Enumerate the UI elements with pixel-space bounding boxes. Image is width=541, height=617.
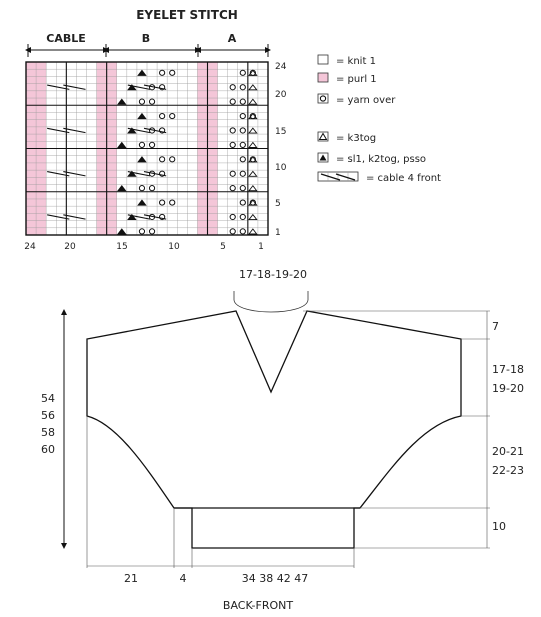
length-labels (41, 392, 55, 456)
upper-side-label: 17-18 (492, 363, 524, 376)
legend-item-cable (318, 172, 441, 184)
schematic-caption: BACK-FRONT (222, 599, 294, 612)
length-label: 54 (41, 392, 55, 405)
legend-item-yarn-over (318, 94, 396, 106)
yarn-over-icon (318, 94, 328, 103)
rib-offset-label: 4 (179, 572, 187, 585)
column-number: 24 (24, 242, 36, 252)
width-labels (124, 572, 308, 585)
legend (318, 55, 441, 184)
legend-text: = yarn over (336, 95, 396, 106)
garment-outline (87, 311, 461, 548)
measure-guides (87, 311, 490, 568)
column-number: 15 (116, 242, 128, 252)
column-number: 20 (64, 242, 76, 252)
row-numbers (275, 62, 287, 238)
row-number: 1 (275, 228, 281, 238)
section-brackets (28, 44, 268, 57)
cable-icon (318, 172, 358, 181)
lower-side-label: 20-21 (492, 445, 524, 458)
legend-item-purl (318, 73, 377, 85)
row-number: 5 (275, 199, 281, 209)
column-numbers (24, 242, 264, 252)
stitch-grid (26, 62, 268, 235)
length-label: 60 (41, 443, 55, 456)
column-number: 10 (168, 242, 180, 252)
pink-square-icon (318, 73, 328, 82)
chart-title: EYELET STITCH (136, 8, 238, 22)
body-width-label: 34 38 42 47 (241, 572, 309, 585)
lower-side-label: 22-23 (492, 464, 524, 477)
empty-square-icon (318, 55, 328, 64)
legend-text: = knit 1 (336, 56, 376, 67)
rib-height-label: 10 (492, 520, 506, 533)
row-number: 10 (275, 163, 287, 173)
upper-side-label: 19-20 (492, 382, 524, 395)
legend-text: = purl 1 (336, 74, 377, 85)
shoulder-depth-label: 7 (492, 320, 499, 333)
neckline-curve (234, 291, 308, 312)
legend-text: = sl1, k2tog, psso (336, 154, 427, 165)
side-labels (492, 320, 524, 533)
section-label-cable: CABLE (46, 32, 86, 45)
sleeve-width-label: 21 (124, 572, 138, 585)
neck-width-label: 17-18-19-20 (239, 268, 307, 281)
row-number: 24 (275, 62, 287, 72)
legend-item-sl1-k2tog-psso (318, 153, 426, 165)
section-label-b: B (141, 32, 151, 45)
garment-schematic (41, 268, 524, 612)
length-label: 58 (41, 426, 55, 439)
section-label-a: A (227, 32, 237, 45)
column-number: 5 (220, 242, 226, 252)
legend-text: = cable 4 front (366, 173, 441, 184)
column-number: 1 (258, 242, 264, 252)
row-number: 15 (275, 127, 287, 137)
legend-item-knit (318, 55, 376, 67)
row-number: 20 (275, 90, 287, 100)
legend-text: = k3tog (336, 133, 377, 144)
length-label: 56 (41, 409, 55, 422)
legend-item-k3tog (318, 132, 376, 144)
